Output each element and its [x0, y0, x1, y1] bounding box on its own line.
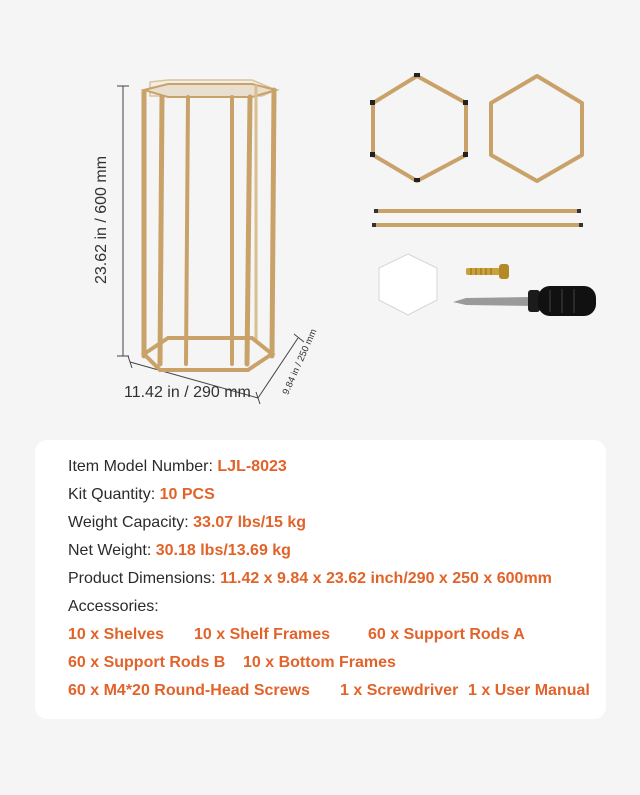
accessory-item: 1 x User Manual	[468, 682, 590, 699]
capacity-value: 33.07 lbs/15 kg	[193, 514, 307, 531]
quantity-row	[68, 486, 215, 504]
spec-card	[35, 440, 606, 719]
support-rods	[376, 211, 579, 225]
shelf-frame-2	[491, 76, 582, 181]
plant-stand	[144, 80, 276, 370]
shelf-panel	[379, 254, 437, 315]
accessory-item: 60 x Support Rods B	[68, 654, 226, 671]
shelf-frame-1	[370, 73, 468, 182]
depth-dimension: 9.84 in / 250 mm	[280, 327, 320, 397]
accessory-item: 60 x M4*20 Round-Head Screws	[68, 682, 310, 699]
screwdriver-icon	[453, 286, 596, 316]
dimensions-label: Product Dimensions:	[68, 570, 216, 587]
capacity-label: Weight Capacity:	[68, 514, 189, 531]
accessory-item: 10 x Shelves	[68, 626, 165, 643]
height-dimension: 23.62 in / 600 mm	[93, 155, 110, 285]
net-weight-label: Net Weight:	[68, 542, 152, 559]
accessory-item: 10 x Shelf Frames	[194, 626, 331, 643]
quantity-label: Kit Quantity:	[68, 486, 156, 503]
capacity-row	[68, 514, 306, 532]
accessories-heading: Accessories:	[68, 598, 159, 615]
accessory-item: 1 x Screwdriver	[340, 682, 459, 699]
model-value: LJL-8023	[217, 458, 287, 475]
width-dimension: 11.42 in / 290 mm	[124, 384, 251, 401]
net-weight-row	[68, 542, 291, 560]
model-row	[68, 458, 287, 476]
net-weight-value: 30.18 lbs/13.69 kg	[155, 542, 291, 559]
screw-icon	[466, 264, 509, 279]
model-label: Item Model Number:	[68, 458, 213, 475]
accessory-item: 60 x Support Rods A	[368, 626, 525, 643]
quantity-value: 10 PCS	[159, 486, 215, 503]
dimensions-row	[68, 570, 552, 588]
dimensions-value: 11.42 x 9.84 x 23.62 inch/290 x 250 x 600mm	[220, 570, 552, 587]
accessory-item: 10 x Bottom Frames	[243, 654, 396, 671]
